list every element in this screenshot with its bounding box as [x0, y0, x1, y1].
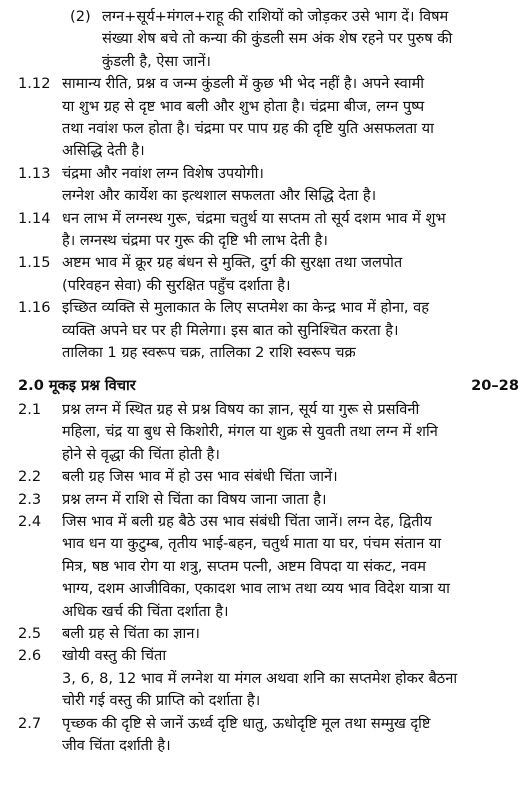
- item-text: [62, 399, 521, 466]
- item-number: 1.14: [18, 209, 51, 227]
- item-text: [62, 511, 521, 623]
- text-line: तथा नवांश फल होता है। चंद्रमा पर पाप ग्रह की दृष्टि युति असफलता या: [62, 120, 434, 138]
- text-line: इच्छित व्यक्ति से मुलाकात के लिए सप्तमेश का केन्द्र भाव में होना, वह: [62, 299, 430, 317]
- item-number: 1.12: [18, 75, 51, 93]
- text-line: पृच्छक की दृष्टि से जानें ऊर्ध्व दृष्टि धातु, ऊधोदृष्टि मूल तथा सम्मुख दृष्टि: [62, 714, 431, 732]
- item-text: [102, 6, 521, 73]
- item-2-1: [18, 399, 521, 466]
- text-line: है। लग्नस्थ चंद्रमा पर गुरू की दृष्टि भी लाभ देती है।: [62, 232, 328, 250]
- item-text: [62, 466, 521, 488]
- item-text: [62, 73, 521, 163]
- item-2-6: [18, 645, 521, 712]
- item-text: [62, 208, 521, 253]
- text-line: चंद्रमा और नवांश लग्न विशेष उपयोगी।: [62, 164, 264, 182]
- text-line: (परिवहन सेवा) की सुरक्षित पहुँच दर्शाता है।: [62, 276, 291, 294]
- text-line: प्रश्न लग्न में राशि से चिंता का विषय जाना जाता है।: [62, 490, 327, 508]
- text-line: व्यक्ति अपने घर पर ही मिलेगा। इस बात को सुनिश्चित करता है।: [62, 321, 399, 339]
- text-line: बली ग्रह से चिंता का ज्ञान।: [62, 624, 200, 642]
- item-number: 1.16: [18, 299, 51, 317]
- item-number: 2.3: [18, 490, 42, 508]
- text-line: भाग्य, दशम आजीविका, एकादश भाव लाभ तथा व्यय भाव विदेश यात्रा या: [62, 580, 450, 598]
- text-line: भाव धन या कुटुम्ब, तृतीय भाई-बहन, चतुर्थ माता या घर, पंचम संतान या: [62, 535, 442, 553]
- item-number: 1.13: [18, 164, 51, 182]
- item-2-7: [18, 713, 521, 758]
- page-range: 20–28: [471, 376, 519, 394]
- item-2-3: [18, 489, 521, 511]
- text-line: चोरी गई वस्तु की प्राप्ति को दर्शाता है।: [62, 692, 261, 710]
- item-text: [62, 713, 521, 758]
- text-line: जीव चिंता दर्शाती है।: [62, 737, 171, 754]
- text-line: मित्र, षष्ठ भाव रोग या शत्रु, सप्तम पत्नी, अष्टम विपदा या संकट, नवम: [62, 557, 426, 575]
- sub-item-2: [18, 6, 521, 73]
- item-number: (2): [70, 8, 91, 25]
- item-1-12: [18, 73, 521, 163]
- text-line: असिद्धि देती है।: [62, 142, 145, 160]
- text-line: खोयी वस्तु की चिंता: [62, 647, 167, 665]
- item-1-15: [18, 252, 521, 297]
- item-2-4: [18, 511, 521, 623]
- item-text: [62, 623, 521, 645]
- item-number: 2.6: [18, 647, 42, 665]
- text-line: 3, 6, 8, 12 भाव में लग्नेश या मंगल अथवा शनि का सप्तमेश होकर बैठना: [62, 669, 458, 687]
- text-line: तालिका 1 ग्रह स्वरूप चक्र, तालिका 2 राशि स्वरूप चक्र: [62, 344, 356, 362]
- text-line: प्रश्न लग्न में स्थित ग्रह से प्रश्न विषय का ज्ञान, सूर्य या गुरू से प्रसविनी: [62, 400, 420, 418]
- text-line: जिस भाव में बली ग्रह बैठे उस भाव संबंधी चिंता जानें। लग्न देह, द्वितीय: [62, 512, 432, 530]
- text-line: महिला, चंद्र या बुध से किशोरी, मंगल या शुक्र से युवती तथा लग्न में शनि: [62, 423, 438, 441]
- item-text: [62, 645, 521, 712]
- item-number: 1.15: [18, 254, 51, 272]
- item-2-5: [18, 623, 521, 645]
- item-text: [62, 163, 521, 208]
- item-1-14: [18, 208, 521, 253]
- item-1-13: [18, 163, 521, 208]
- section-heading: [18, 375, 521, 397]
- item-number: 2.1: [18, 400, 42, 418]
- text-line: बली ग्रह जिस भाव में हो उस भाव संबंधी चिंता जानें।: [62, 468, 338, 486]
- text-line: धन लाभ में लग्नस्थ गुरू, चंद्रमा चतुर्थ या सप्तम तो सूर्य दशम भाव में शुभ: [62, 209, 446, 227]
- text-line: या शुभ ग्रह से दृष्ट भाव बली और शुभ होता है। चंद्रमा बीज, लग्न पुष्प: [62, 97, 425, 115]
- item-text: [62, 297, 521, 364]
- text-line: होने से वृद्धा की चिंता होती है।: [62, 445, 220, 463]
- section-title: 2.0 मूकइ प्रश्न विचार: [18, 376, 136, 394]
- item-number: 2.4: [18, 512, 42, 530]
- text-line: लग्न+सूर्य+मंगल+राहू की राशियों को जोड़कर उसे भाग दें। विषम: [102, 8, 449, 25]
- item-number: 2.5: [18, 624, 42, 642]
- text-line: कुंडली है, ऐसा जानें।: [102, 52, 211, 70]
- text-line: सामान्य रीति, प्रश्न व जन्म कुंडली में कुछ भी भेद नहीं है। अपने स्वामी: [62, 75, 425, 93]
- text-line: संख्या शेष बचे तो कन्या की कुंडली सम अंक शेष रहने पर पुरुष की: [102, 30, 453, 48]
- text-line: अष्टम भाव में क्रूर ग्रह बंधन से मुक्ति, दुर्ग की सुरक्षा तथा जलपोत: [62, 254, 403, 272]
- item-text: [62, 252, 521, 297]
- text-line: लग्नेश और कार्येश का इत्थशाल सफलता और सिद्धि देता है।: [62, 187, 377, 205]
- item-number: 2.7: [18, 714, 42, 732]
- item-number: 2.2: [18, 468, 42, 486]
- item-1-16: [18, 297, 521, 364]
- item-text: [62, 489, 521, 511]
- item-2-2: [18, 466, 521, 488]
- text-line: अधिक खर्च की चिंता दर्शाता है।: [62, 602, 229, 620]
